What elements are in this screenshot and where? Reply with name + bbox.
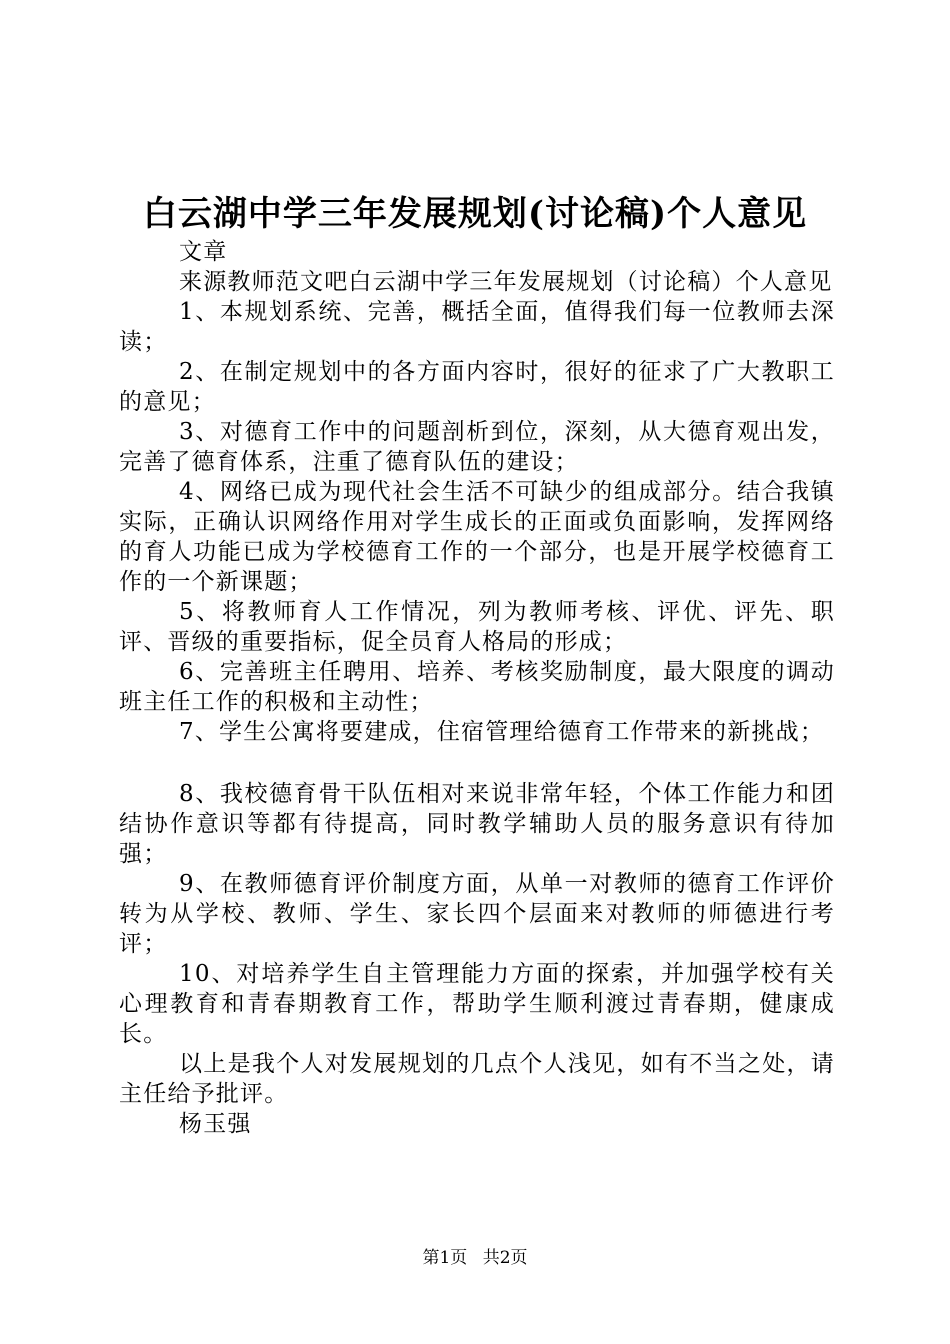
- paragraph-item-2: 2、在制定规划中的各方面内容时，很好的征求了广大教职工的意见；: [119, 359, 835, 415]
- paragraph-item-3: 3、对德育工作中的问题剖析到位，深刻，从大德育观出发，完善了德育体系，注重了德育队伍的建设；: [119, 419, 835, 475]
- paragraph-item-1: 1、本规划系统、完善，概括全面，值得我们每一位教师去深读；: [119, 299, 835, 355]
- paragraph-source: 来源教师范文吧白云湖中学三年发展规划（讨论稿）个人意见: [179, 269, 833, 295]
- author-signature: 杨玉强: [179, 1111, 252, 1137]
- paragraph-item-6: 6、完善班主任聘用、培养、考核奖励制度，最大限度的调动班主任工作的积极和主动性；: [119, 659, 835, 715]
- page-number: 第1页: [422, 1248, 468, 1268]
- page-total: 共2页: [482, 1248, 528, 1268]
- paragraph-item-7: 7、学生公寓将要建成，住宿管理给德育工作带来的新挑战；: [179, 719, 825, 745]
- paragraph-item-4: 4、网络已成为现代社会生活不可缺少的组成部分。结合我镇实际，正确认识网络作用对学生成长的正面或负面影响，发挥网络的育人功能已成为学校德育工作的一个部分，也是开展学校德育工作的一个新课题；: [119, 479, 835, 595]
- paragraph-item-10: 10、对培养学生自主管理能力方面的探索，并加强学校有关心理教育和青春期教育工作，帮助学生顺利渡过青春期，健康成长。: [119, 961, 835, 1047]
- paragraph-item-9: 9、在教师德育评价制度方面，从单一对教师的德育工作评价转为从学校、教师、学生、家长四个层面来对教师的师德进行考评；: [119, 871, 835, 957]
- paragraph-article-label: 文章: [179, 239, 228, 265]
- document-body: [119, 237, 835, 1139]
- paragraph-closing: 以上是我个人对发展规划的几点个人浅见，如有不当之处，请主任给予批评。: [119, 1051, 835, 1107]
- paragraph-item-8: 8、我校德育骨干队伍相对来说非常年轻，个体工作能力和团结协作意识等都有待提高，同时教学辅助人员的服务意识有待加强；: [119, 781, 835, 867]
- page-footer: [0, 1243, 950, 1268]
- document-title: 白云湖中学三年发展规划(讨论稿)个人意见: [142, 194, 808, 234]
- paragraph-item-5: 5、将教师育人工作情况，列为教师考核、评优、评先、职评、晋级的重要指标，促全员育人格局的形成；: [119, 599, 835, 655]
